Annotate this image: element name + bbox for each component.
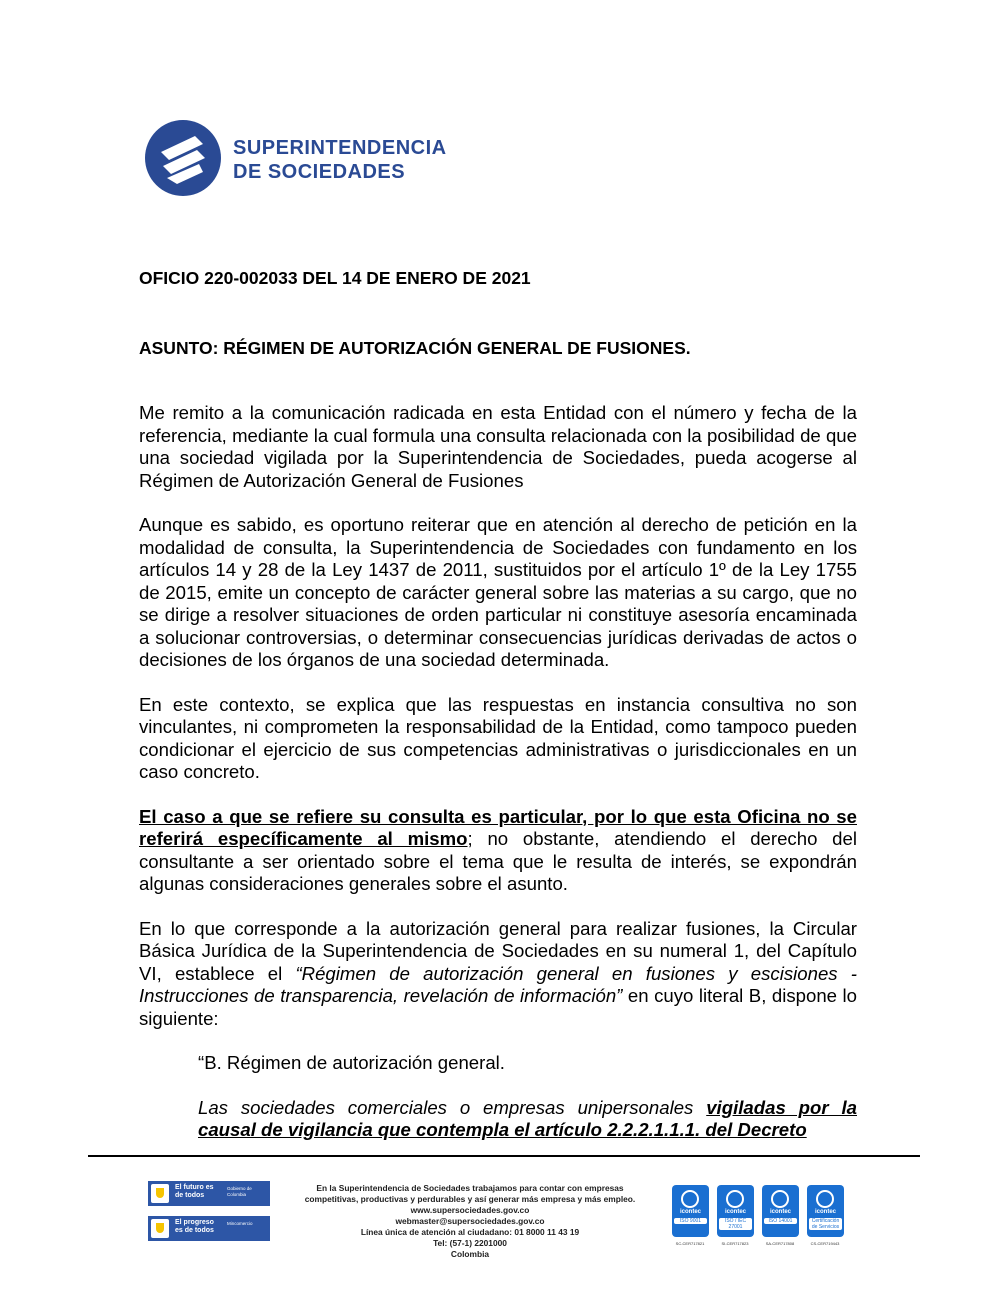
cert-code: SI-CER717823 bbox=[721, 1241, 749, 1246]
quote-body bbox=[198, 1097, 857, 1142]
gov-logo-progreso-text: El progreso es de todos bbox=[175, 1219, 214, 1234]
paragraph-4-emphasis: El caso a que se refiere su consulta es particular, por lo que esta Oficina no se referirá específicamente al mismo bbox=[139, 805, 857, 849]
gov-logo-futuro bbox=[148, 1181, 270, 1206]
paragraph-1: Me remito a la comunicación radicada en esta Entidad con el número y fecha de la referencia, mediante la cual formula una consulta relacionada con la posibilidad de que una sociedad vigilada por la Superintendencia de Sociedades, pueda acogerse al Régimen de Autorización General de Fusiones bbox=[139, 402, 857, 491]
cert-code: CS-CER719443 bbox=[810, 1241, 840, 1246]
footer-contact bbox=[285, 1183, 655, 1260]
footer-hotline: Línea única de atención al ciudadano: 01 8000 11 43 19 bbox=[360, 1227, 580, 1237]
quote-italic: Las sociedades comerciales o empresas unipersonales bbox=[198, 1096, 707, 1118]
paragraph-4-rest: ; no obstante, atendiendo el derecho del consultante a ser orientado sobre el tema que le resulta de interés, se expondrán algunas consideraciones generales sobre el asunto. bbox=[139, 828, 857, 894]
paragraph-5-end: en cuyo literal B, dispone lo siguiente: bbox=[139, 985, 857, 1029]
gov-logo-progreso bbox=[148, 1216, 270, 1241]
footer-line: competitivas, productivas y perdurables y así generar más empresa y más empleo. bbox=[304, 1194, 636, 1204]
paragraph-5-start: En lo que corresponde a la autorización general para realizar fusiones, la Circular Básica Jurídica de la Superintendencia de Sociedades en su numeral 1, del Capítulo VI, establece el bbox=[139, 917, 857, 984]
icontec-icon bbox=[771, 1190, 789, 1208]
document-subject: ASUNTO: RÉGIMEN DE AUTORIZACIÓN GENERAL DE FUSIONES. bbox=[139, 338, 691, 358]
cert-brand: icontec bbox=[769, 1209, 791, 1215]
logo-line-2: DE SOCIEDADES bbox=[233, 161, 406, 183]
footer-line: En la Superintendencia de Sociedades trabajamos para contar con empresas bbox=[316, 1183, 624, 1193]
cert-brand: icontec bbox=[679, 1209, 701, 1215]
paragraph-3: En este contexto, se explica que las respuestas en instancia consultiva no son vinculantes, ni comprometen la responsabilidad de la Entidad, como tampoco pueden condicionar el ejercicio de sus competencias administrativas o jurisdiccionales en un caso concreto. bbox=[139, 693, 857, 782]
colombia-shield-icon bbox=[151, 1184, 169, 1203]
superintendencia-logo bbox=[143, 118, 473, 200]
footer-website: www.supersociedades.gov.co bbox=[410, 1205, 530, 1215]
icontec-cert-badge bbox=[672, 1185, 709, 1237]
paragraph-5-italic: “Régimen de autorización general en fusiones y escisiones - Instrucciones de transparencia, revelación de información” bbox=[139, 962, 857, 1006]
footer-country: Colombia bbox=[450, 1249, 490, 1259]
paragraph-2: Aunque es sabido, es oportuno reiterar que en atención al derecho de petición en la modalidad de consulta, la Superintendencia de Sociedades con fundamento en los artículos 14 y 28 de la Ley 1437 de 2011, sustituidos por el artículo 1º de la Ley 1755 de 2015, emite un concepto de carácter general sobre las materias a su cargo, que no se dirige a resolver situaciones de orden particular ni constituye asesoría encaminada a solucionar controversias, o determinar consecuencias jurídicas derivadas de actos o decisiones de los órganos de una sociedad determinada. bbox=[139, 514, 857, 670]
icontec-icon bbox=[681, 1190, 699, 1208]
logo-wordmark bbox=[233, 136, 447, 184]
quote-title: “B. Régimen de autorización general. bbox=[198, 1052, 505, 1073]
cert-code: SC-CER717821 bbox=[675, 1241, 705, 1246]
paragraph-5 bbox=[139, 918, 857, 1031]
gov-logo-futuro-side: Gobierno de Colombia bbox=[227, 1186, 252, 1197]
icontec-icon bbox=[726, 1190, 744, 1208]
cert-iso: ISO / IEC 27001 bbox=[719, 1218, 752, 1230]
cert-code: SA-CER717808 bbox=[765, 1241, 795, 1246]
footer-phone: Tel: (57-1) 2201000 bbox=[433, 1238, 507, 1248]
logo-line-1: SUPERINTENDENCIA bbox=[233, 137, 447, 159]
cert-iso: ISO 9001 bbox=[674, 1218, 707, 1224]
cert-iso: ISO 14001 bbox=[764, 1218, 797, 1224]
icontec-icon bbox=[816, 1190, 834, 1208]
cert-brand: icontec bbox=[724, 1209, 746, 1215]
icontec-cert-badge bbox=[762, 1185, 799, 1237]
icontec-cert-badge bbox=[717, 1185, 754, 1237]
footer-divider bbox=[88, 1155, 920, 1157]
gov-logo-progreso-side: Mincomercio bbox=[227, 1221, 253, 1226]
cert-brand: icontec bbox=[814, 1209, 836, 1215]
document-title: OFICIO 220-002033 DEL 14 DE ENERO DE 2021 bbox=[139, 268, 531, 288]
icontec-cert-badge bbox=[807, 1185, 844, 1237]
gov-logo-futuro-text: El futuro es de todos bbox=[175, 1184, 214, 1199]
quote-emphasis: vigiladas por la causal de vigilancia que contempla el artículo 2.2.2.1.1.1. del Decreto bbox=[198, 1096, 857, 1140]
cert-iso: Certificación de Servicios bbox=[809, 1218, 842, 1230]
footer-email: webmaster@supersociedades.gov.co bbox=[395, 1216, 545, 1226]
document-body bbox=[139, 402, 857, 1164]
colombia-shield-icon bbox=[151, 1219, 169, 1238]
logo-emblem-icon bbox=[143, 118, 223, 198]
paragraph-4 bbox=[139, 806, 857, 896]
